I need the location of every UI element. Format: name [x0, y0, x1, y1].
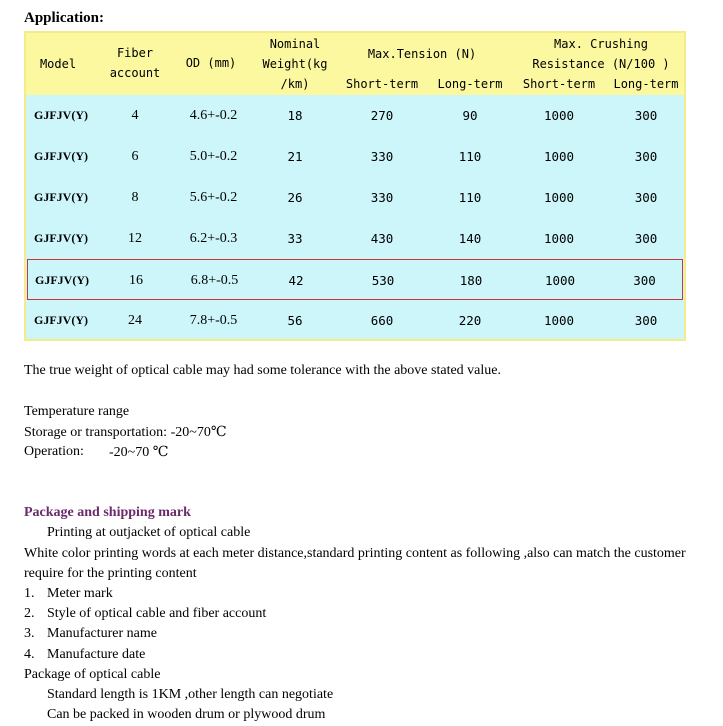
cell-tension-short: 330 [370, 149, 394, 164]
printing-description-cont: require for the printing content [24, 566, 197, 581]
header-crush-long: Long-term [613, 77, 679, 91]
list-item-number: 4. [24, 647, 35, 662]
cell-tension-long: 110 [458, 190, 482, 205]
header-tension-short: Short-term [345, 77, 419, 91]
cell-fiber: 12 [128, 231, 142, 246]
cell-model: GJFJV(Y) [34, 313, 88, 327]
cell-weight: 18 [287, 108, 303, 123]
header-crush-line1: Max. Crushing [554, 37, 648, 51]
cell-fiber: 24 [128, 313, 142, 328]
cell-model: GJFJV(Y) [35, 273, 89, 287]
cell-od: 6.2+-0.3 [189, 231, 238, 246]
header-crush-short: Short-term [522, 77, 596, 91]
application-title: Application: [24, 10, 105, 26]
header-weight-line1: Nominal [269, 37, 321, 51]
list-item: Meter mark [47, 586, 113, 601]
cell-fiber: 6 [131, 149, 139, 164]
table-header [26, 33, 684, 95]
standard-length: Standard length is 1KM ,other length can negotiate [47, 687, 334, 702]
cell-tension-long: 90 [462, 108, 478, 123]
tolerance-note: The true weight of optical cable may had some tolerance with the above stated value. [24, 363, 501, 378]
package-section-title: Package and shipping mark [24, 505, 191, 520]
cell-crush-long: 300 [634, 149, 658, 164]
cell-weight: 33 [287, 231, 303, 246]
cell-crush-long: 300 [634, 313, 658, 328]
cell-tension-long: 140 [458, 231, 482, 246]
cell-od: 6.8+-0.5 [190, 273, 239, 288]
cell-tension-short: 430 [370, 231, 394, 246]
header-tension-long: Long-term [437, 77, 503, 91]
list-item: Manufacturer name [47, 626, 157, 641]
cell-crush-long: 300 [634, 108, 658, 123]
header-fiber-line1: Fiber [116, 46, 154, 60]
cell-weight: 42 [288, 273, 304, 288]
operation-label: Operation: [24, 444, 84, 459]
operation-value: -20~70 ℃ [109, 445, 169, 460]
cell-od: 5.6+-0.2 [189, 190, 238, 205]
cell-model: GJFJV(Y) [34, 190, 88, 204]
drum-packing: Can be packed in wooden drum or plywood drum [47, 707, 326, 722]
cell-tension-short: 530 [371, 273, 395, 288]
cell-crush-long: 300 [633, 273, 656, 288]
printing-description: White color printing words at each meter distance,standard printing content as following ,also can match the customer [24, 546, 686, 561]
cell-tension-long: 220 [458, 313, 482, 328]
cell-tension-short: 330 [370, 190, 394, 205]
cell-weight: 26 [287, 190, 303, 205]
header-weight-line2: Weight(kg [262, 57, 328, 71]
cell-fiber: 16 [129, 273, 143, 288]
cell-weight: 21 [287, 149, 303, 164]
table-row [26, 300, 684, 341]
cell-od: 4.6+-0.2 [189, 108, 238, 123]
cell-crush-short: 1000 [543, 108, 575, 123]
header-fiber-line2: account [109, 66, 161, 80]
header-crush-line2: Resistance (N/100 ) [532, 57, 670, 71]
cell-crush-long: 300 [634, 231, 658, 246]
cell-model: GJFJV(Y) [34, 149, 88, 163]
cell-weight: 56 [287, 313, 303, 328]
table-row-highlighted [27, 259, 683, 300]
list-item-number: 2. [24, 606, 35, 621]
temperature-heading: Temperature range [24, 404, 130, 419]
cell-model: GJFJV(Y) [34, 231, 88, 245]
table-row [26, 136, 684, 177]
cell-crush-short: 1000 [543, 231, 575, 246]
cell-crush-short: 1000 [543, 149, 575, 164]
cell-model: GJFJV(Y) [34, 108, 88, 122]
storage-temperature: Storage or transportation: -20~70℃ [24, 425, 227, 440]
header-model: Model [39, 57, 77, 71]
cell-crush-short: 1000 [543, 313, 575, 328]
list-item-number: 1. [24, 586, 35, 601]
list-item-number: 3. [24, 626, 35, 641]
list-item: Manufacture date [47, 647, 146, 662]
header-od: OD (mm) [185, 56, 237, 70]
cell-od: 5.0+-0.2 [189, 149, 238, 164]
cell-crush-short: 1000 [544, 273, 576, 288]
cell-crush-short: 1000 [543, 190, 575, 205]
cell-tension-short: 270 [370, 108, 394, 123]
cell-fiber: 4 [131, 108, 139, 123]
printing-line: Printing at outjacket of optical cable [47, 525, 251, 540]
spec-table [24, 31, 686, 341]
table-row [26, 95, 684, 136]
list-item: Style of optical cable and fiber account [47, 606, 267, 621]
cell-crush-long: 300 [634, 190, 658, 205]
cell-od: 7.8+-0.5 [189, 313, 238, 328]
cell-tension-long: 180 [459, 273, 483, 288]
package-heading: Package of optical cable [24, 667, 161, 682]
header-tension: Max.Tension (N) [367, 47, 477, 61]
cell-tension-short: 660 [370, 313, 394, 328]
table-row [26, 218, 684, 259]
header-weight-line3: /km) [280, 77, 310, 91]
cell-tension-long: 110 [458, 149, 482, 164]
cell-fiber: 8 [131, 190, 139, 205]
table-row [26, 177, 684, 218]
